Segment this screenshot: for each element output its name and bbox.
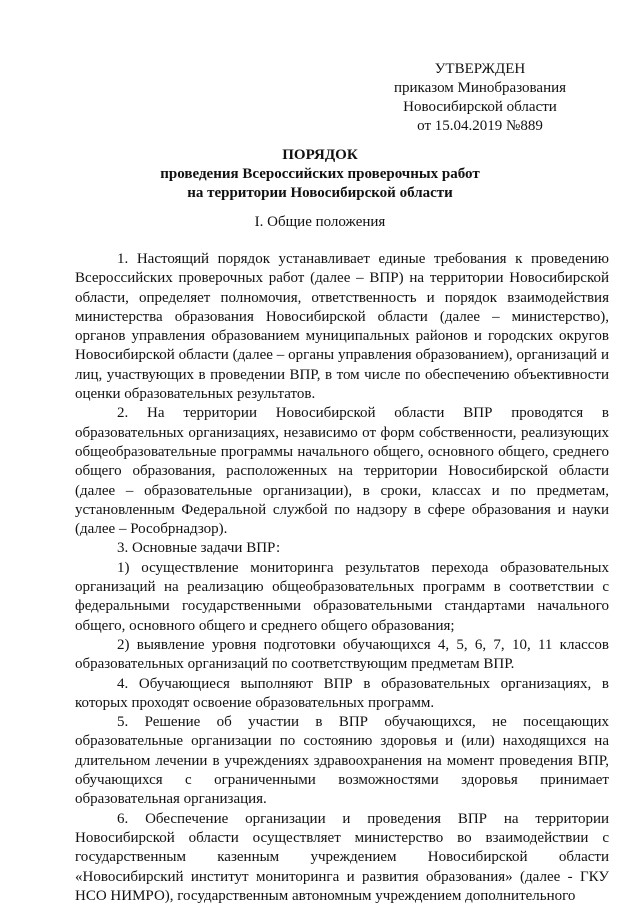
paragraph-3: 3. Основные задачи ВПР:	[117, 540, 281, 557]
title-line-2: проведения Всероссийских проверочных работ	[160, 166, 480, 182]
paragraph-2: 2. На территории Новосибирской области ВПР проводятся в образовательных организациях, независимо от форм собственности, реализующих общеобразовательные программы начального общего, основного общего, среднего общего образования, расположенных на территории Новосибирской области (далее – образовательные организации), в сроки, классах и по предметам, установленным Федеральной службой по надзору в сфере образования и науки (далее – Рособрнадзор).	[75, 405, 609, 538]
title-line-1: ПОРЯДОК	[282, 147, 358, 163]
approval-line-approved: УТВЕРЖДЕН	[434, 61, 526, 77]
paragraph-1: 1. Настоящий порядок устанавливает единые требования к проведению Всероссийских проверочных работ (далее – ВПР) на территории Новосибирской области, определяет полномочия, ответственность и порядок взаимодействия министерства образования Новосибирской области (далее – министерство), органов управления образованием муниципальных районов и городских округов Новосибирской области (далее – органы управления образованием), организаций и лиц, участвующих в проведении ВПР, в том числе по обеспечению объективности оценки образовательных результатов.	[75, 251, 609, 403]
paragraph-3-item-1: 1) осуществление мониторинга результатов перехода образовательных организаций на реализацию общеобразовательных программ в соответствии с федеральными государственными образовательными стандартами начального общего, основного общего и среднего общего образования;	[75, 559, 609, 634]
approval-line-date: от 15.04.2019 №889	[417, 118, 543, 134]
approval-line-order: приказом Минобразования	[393, 80, 567, 96]
approval-line-region: Новосибирской области	[403, 99, 557, 115]
paragraph-5: 5. Решение об участии в ВПР обучающихся, не посещающих образовательные организации по состоянию здоровья и (или) находящихся на длительном лечении в учреждениях здравоохранения на момент проведения ВПР, обучающихся с ограниченными возможностями здоровья принимает образовательная организация.	[75, 714, 609, 808]
document-title	[0, 146, 640, 203]
document-body	[75, 250, 609, 906]
paragraph-3-item-2: 2) выявление уровня подготовки обучающихся 4, 5, 6, 7, 10, 11 классов образовательных организаций по соответствующим предметам ВПР.	[75, 636, 609, 673]
title-line-3: на территории Новосибирской области	[187, 185, 453, 201]
section-heading: I. Общие положения	[254, 214, 386, 230]
approval-stamp	[360, 60, 600, 136]
paragraph-4: 4. Обучающиеся выполняют ВПР в образовательных организациях, в которых проходят освоение образовательных программ.	[75, 675, 609, 711]
paragraph-6: 6. Обеспечение организации и проведения ВПР на территории Новосибирской области осуществляет министерство во взаимодействии с государственным казенным учреждением Новосибирской области «Новосибирский институт мониторинга и развития образования» (далее - ГКУ НСО НИМРО), государственным автономным учреждением дополнительного	[75, 810, 609, 904]
